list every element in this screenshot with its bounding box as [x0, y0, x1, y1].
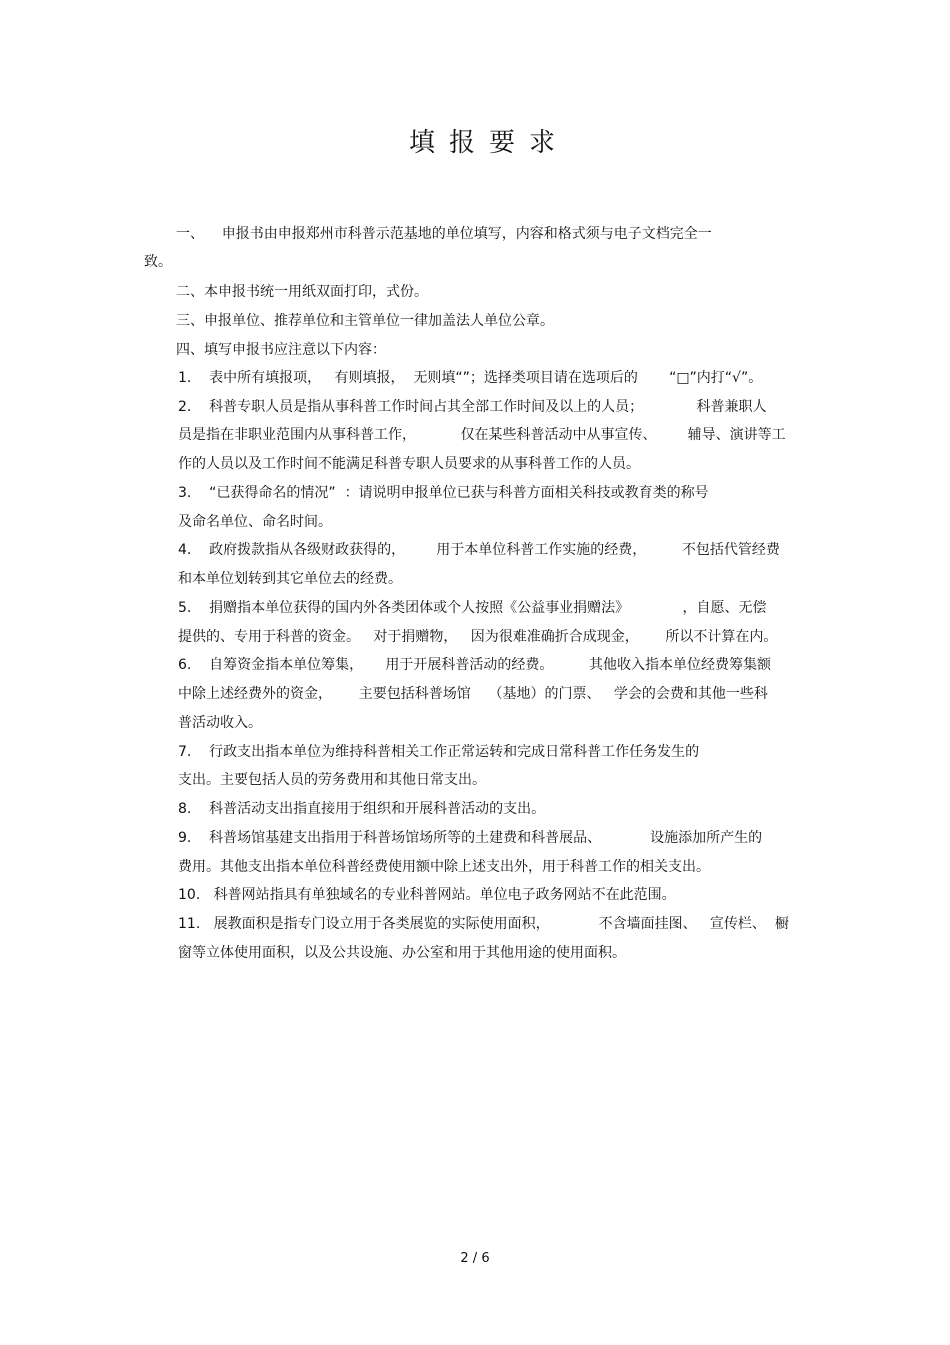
page-title: 填报要求 — [408, 128, 569, 158]
text-line: 6. 自筹资金指本单位筹集， 用于开展科普活动的经费。 其他收入指本单位经费筹集额 — [178, 657, 772, 673]
text-line: 费用。其他支出指本单位科普经费使用额中除上述支出外，用于科普工作的相关支出。 — [178, 859, 710, 875]
text-line: 10. 科普网站指具有单独域名的专业科普网站。单位电子政务网站不在此范围。 — [178, 887, 676, 903]
text-line: 窗等立体使用面积，以及公共设施、办公室和用于其他用途的使用面积。 — [178, 945, 626, 961]
text-line: 1. 表中所有填报项， 有则填报， 无则填“”；选择类项目请在选项后的 “□”内打“√”。 — [178, 370, 763, 386]
text-line: 8. 科普活动支出指直接用于组织和开展科普活动的支出。 — [178, 801, 546, 817]
text-line: 9. 科普场馆基建支出指用于科普场馆场所等的土建费和科普展品、 设施添加所产生的 — [178, 830, 763, 846]
text-line: 及命名单位、命名时间。 — [178, 514, 332, 530]
text-line: 作的人员以及工作时间不能满足科普专职人员要求的从事科普工作的人员。 — [178, 456, 640, 472]
text-line: 三、申报单位、推荐单位和主管单位一律加盖法人单位公章。 — [176, 313, 554, 329]
text-line: 提供的、专用于科普的资金。 对于捐赠物， 因为很难准确折合成现金， 所以不计算在内。 — [178, 629, 778, 645]
text-line: 5. 捐赠指本单位获得的国内外各类团体或个人按照《公益事业捐赠法》 ，自愿、无偿 — [178, 600, 767, 616]
text-line: 7. 行政支出指本单位为维持科普相关工作正常运转和完成日常科普工作任务发生的 — [178, 744, 700, 760]
text-line: 员是指在非职业范围内从事科普工作， 仅在某些科普活动中从事宣传、 辅导、演讲等工 — [178, 427, 786, 443]
text-line: 11. 展教面积是指专门设立用于各类展览的实际使用面积， 不含墙面挂图、 宣传栏、 橱 — [178, 916, 789, 932]
text-line: 普活动收入。 — [178, 715, 262, 731]
text-line: 四、填写申报书应注意以下内容： — [176, 342, 386, 358]
text-line: 支出。主要包括人员的劳务费用和其他日常支出。 — [178, 772, 486, 788]
text-line: 致。 — [144, 254, 172, 270]
text-line: 二、本申报书统一用纸双面打印，式份。 — [176, 284, 428, 300]
text-line: 3. “已获得命名的情况” ：请说明申报单位已获与科普方面相关科技或教育类的称号 — [178, 485, 709, 501]
text-line: 和本单位划转到其它单位去的经费。 — [178, 571, 402, 587]
page-number: 2 / 6 — [460, 1251, 490, 1266]
text-line: 4. 政府拨款指从各级财政获得的， 用于本单位科普工作实施的经费， 不包括代管经费 — [178, 542, 780, 558]
text-line: 中除上述经费外的资金， 主要包括科普场馆 （基地）的门票、 学会的会费和其他一些科 — [178, 686, 768, 702]
text-line: 2. 科普专职人员是指从事科普工作时间占其全部工作时间及以上的人员； 科普兼职人 — [178, 399, 767, 415]
text-line: 一、 申报书由申报郑州市科普示范基地的单位填写，内容和格式须与电子文档完全一 — [176, 226, 712, 242]
